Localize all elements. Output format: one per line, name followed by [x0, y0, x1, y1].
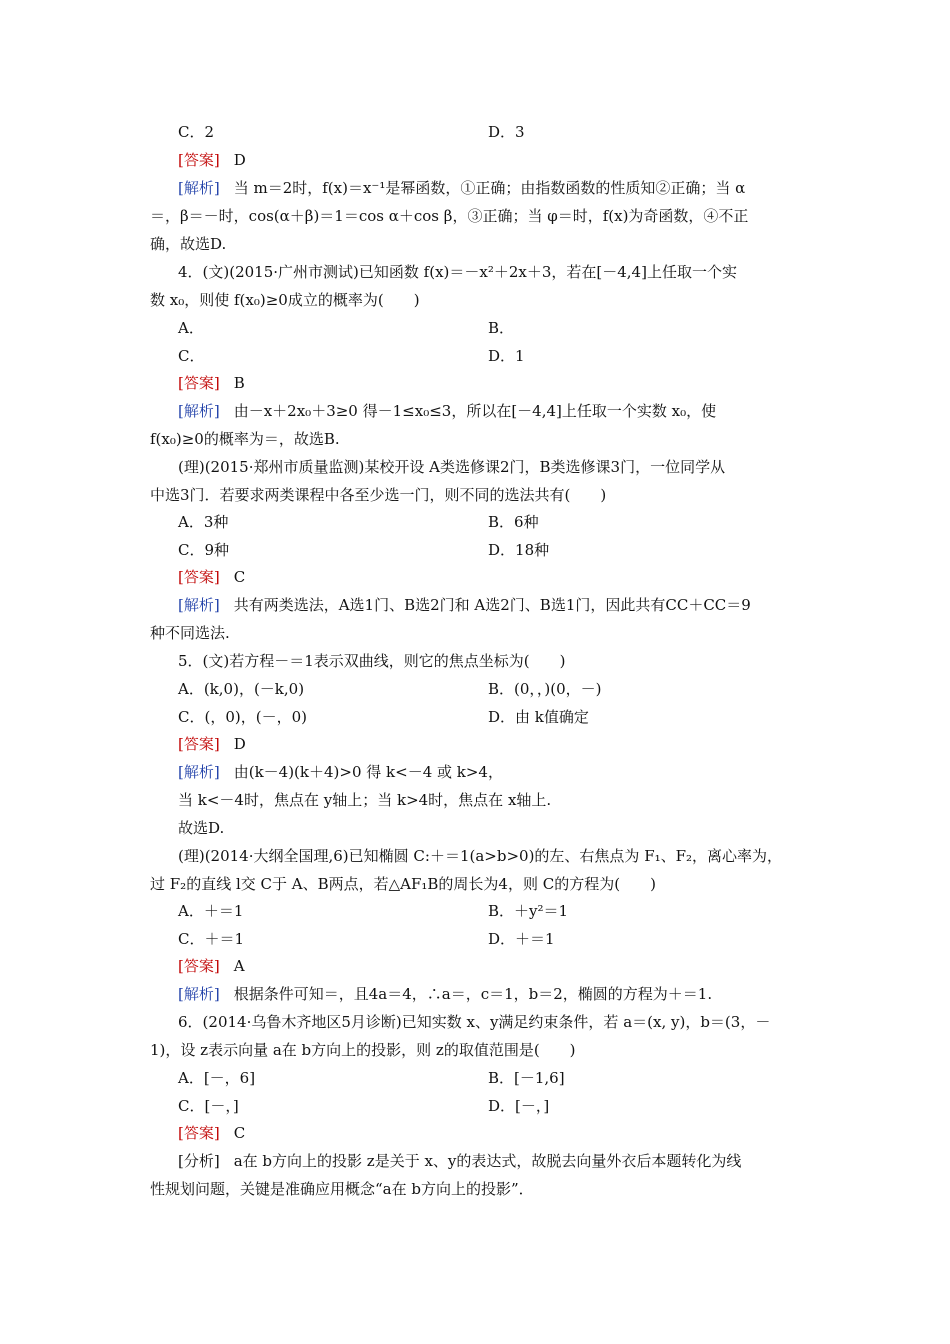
answer-line [178, 149, 246, 171]
question-stem: 过 F₂的直线 l交 C于 A、B两点，若△AF₁B的周长为4，则 C的方程为( ) [150, 875, 656, 893]
option-a: A．(k,0)，(－k,0) [178, 680, 305, 698]
question-stem: 中选3门．若要求两类课程中各至少选一门，则不同的选法共有( ) [150, 486, 607, 504]
analysis-text: 种不同选法. [150, 624, 230, 642]
question-stem: 4．(文)(2015·广州市测试)已知函数 f(x)＝－x²＋2x＋3，若在[－4,4]上任取一个实 [178, 263, 737, 281]
analysis-line [178, 177, 745, 199]
option-c: C．2 [178, 123, 215, 141]
answer-tag: [答案] [178, 151, 220, 169]
answer-value: D [233, 735, 246, 753]
option-a: A． [178, 319, 204, 337]
option-a: A．＋＝1 [178, 902, 244, 920]
analysis-line [178, 761, 503, 783]
analysis-line [178, 1150, 741, 1172]
option-d: D．＋＝1 [488, 930, 555, 948]
answer-value: D [233, 151, 246, 169]
answer-tag: [答案] [178, 374, 220, 392]
analysis-line [178, 983, 712, 1005]
analysis-text: 性规划问题，关键是准确应用概念“a在 b方向上的投影”． [150, 1180, 534, 1198]
analysis-tag: [解析] [178, 596, 220, 614]
question-stem: 6．(2014·乌鲁木齐地区5月诊断)已知实数 x、y满足约束条件，若 a＝(x, y)，b＝(3，－ [178, 1013, 771, 1031]
option-d: D．[－，] [488, 1097, 550, 1115]
analysis-text: 故选D. [178, 819, 225, 837]
question-stem: 5．(文)若方程－＝1表示双曲线，则它的焦点坐标为( ) [178, 652, 566, 670]
question-stem: 1)，设 z表示向量 a在 b方向上的投影，则 z的取值范围是( ) [150, 1041, 576, 1059]
analysis-line [178, 594, 751, 616]
analysis-text: 当 m＝2时，f(x)＝x⁻¹是幂函数，①正确；由指数函数的性质知②正确；当 α [233, 179, 746, 197]
analysis-text: a在 b方向上的投影 z是关于 x、y的表达式，故脱去向量外衣后本题转化为线 [233, 1152, 742, 1170]
analysis-text: 共有两类选法，A选1门、B选2门和 A选2门、B选1门，因此共有CC＋CC＝9 [233, 596, 751, 614]
option-b: B．(0，，)(0，－) [488, 680, 602, 698]
option-c: C．9种 [178, 541, 230, 559]
answer-tag: [答案] [178, 1124, 220, 1142]
option-c: C．＋＝1 [178, 930, 245, 948]
answer-line [178, 372, 245, 394]
analysis-text: f(x₀)≥0的概率为＝，故选B. [150, 430, 340, 448]
answer-tag: [答案] [178, 957, 220, 975]
analysis-line [178, 400, 716, 422]
option-b: B．[－1,6] [488, 1069, 565, 1087]
option-c: C． [178, 347, 205, 365]
answer-value: C [233, 1124, 246, 1142]
analysis-tag: [解析] [178, 763, 220, 781]
answer-line [178, 733, 246, 755]
answer-line [178, 566, 245, 588]
answer-value: C [233, 568, 246, 586]
analysis-tag: [解析] [178, 402, 220, 420]
option-b: B．6种 [488, 513, 539, 531]
analysis-text: 由－x＋2x₀＋3≥0 得－1≤x₀≤3，所以在[－4,4]上任取一个实数 x₀，使 [233, 402, 717, 420]
option-d: D．由 k值确定 [488, 708, 589, 726]
option-d: D．3 [488, 123, 525, 141]
analysis-text: ＝，β＝－时，cos(α＋β)＝1＝cos α＋cos β，③正确；当 φ＝时，f(x)为奇函数，④不正 [150, 207, 749, 225]
answer-tag: [答案] [178, 568, 220, 586]
question-stem: (理)(2014·大纲全国理,6)已知椭圆 C:＋＝1(a>b>0)的左、右焦点为 F₁、F₂，离心率为， [178, 847, 783, 865]
answer-tag: [答案] [178, 735, 220, 753]
analysis-text: 确，故选D. [150, 235, 227, 253]
answer-value: A [233, 957, 245, 975]
option-b: B． [488, 319, 515, 337]
answer-line [178, 1122, 245, 1144]
option-b: B．＋y²＝1 [488, 902, 569, 920]
analysis-text: 当 k<－4时，焦点在 y轴上；当 k>4时，焦点在 x轴上. [178, 791, 552, 809]
question-stem: (理)(2015·郑州市质量监测)某校开设 A类选修课2门，B类选修课3门，一位同学从 [178, 458, 726, 476]
answer-value: B [233, 374, 245, 392]
option-a: A．[－，6] [178, 1069, 256, 1087]
option-a: A．3种 [178, 513, 229, 531]
option-d: D．18种 [488, 541, 550, 559]
analysis-tag: [解析] [178, 179, 220, 197]
option-c: C．[－，] [178, 1097, 239, 1115]
answer-line [178, 955, 245, 977]
analysis-text: 根据条件可知＝，且4a＝4，∴a＝，c＝1，b＝2，椭圆的方程为＋＝1. [233, 985, 713, 1003]
analysis-text: 由(k－4)(k＋4)>0 得 k<－4 或 k>4， [233, 763, 503, 781]
option-d: D．1 [488, 347, 525, 365]
question-stem: 数 x₀，则使 f(x₀)≥0成立的概率为( ) [150, 291, 420, 309]
analysis-tag: [分析] [178, 1152, 220, 1170]
analysis-tag: [解析] [178, 985, 220, 1003]
option-c: C．(，0)，(－，0) [178, 708, 307, 726]
